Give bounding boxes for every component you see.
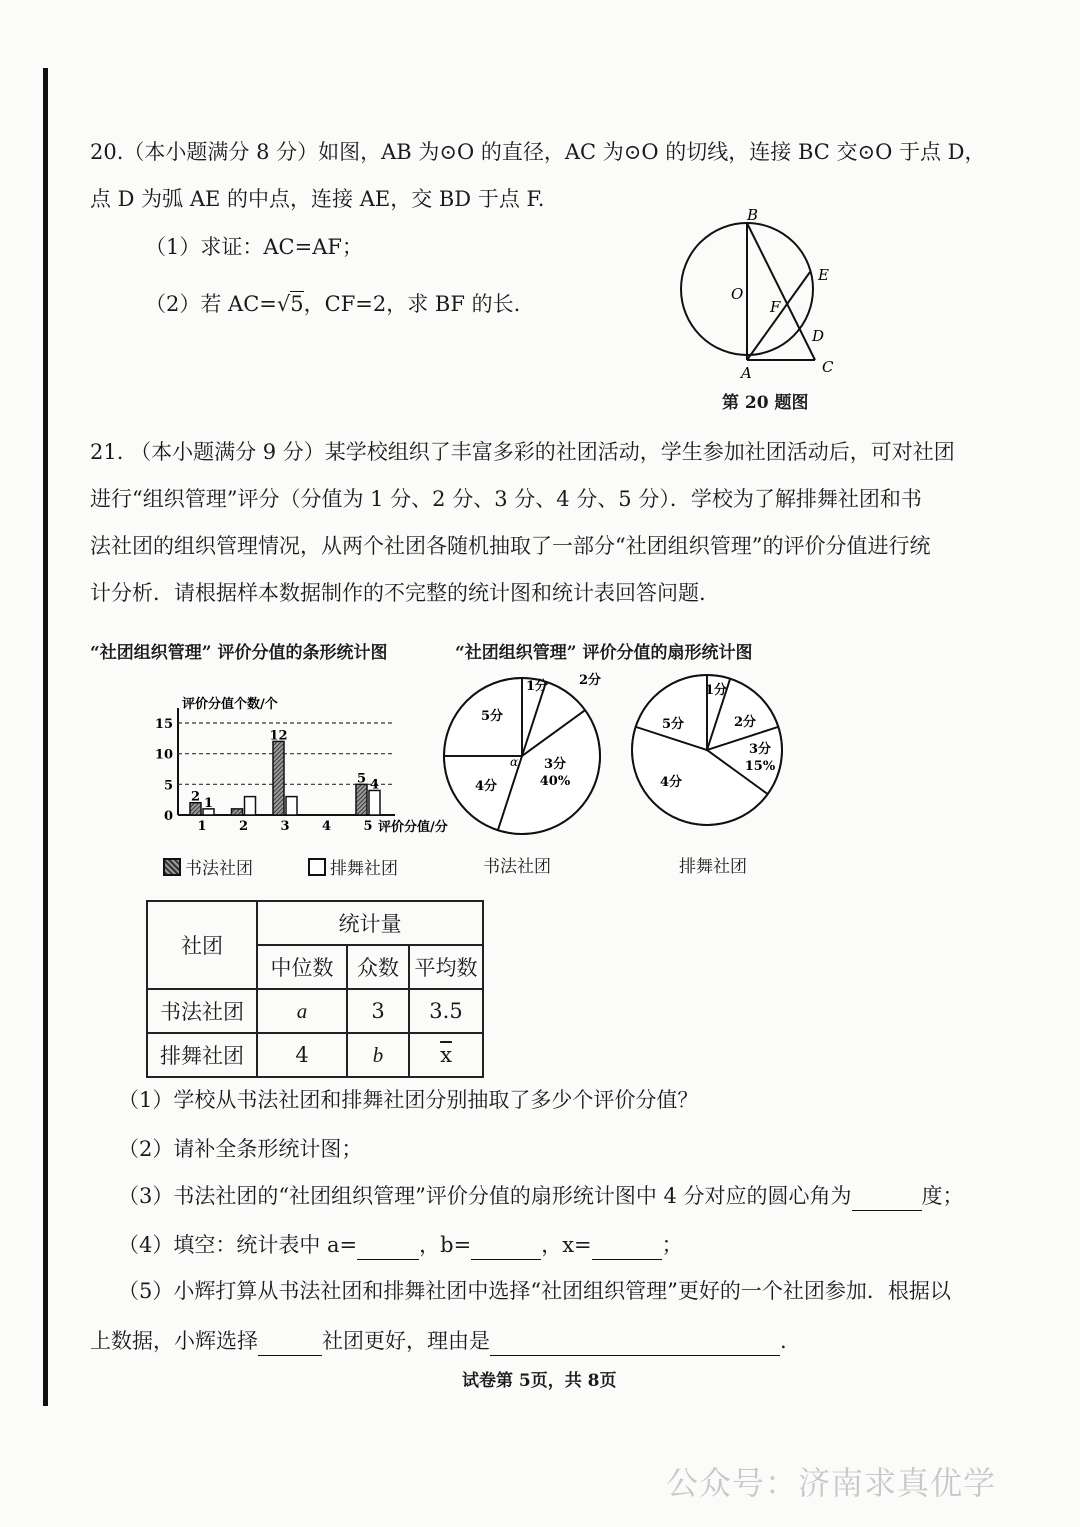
label-d: D [812, 327, 825, 345]
pie-slice-label: 1分 [525, 679, 549, 694]
pie-chart-dance [628, 668, 788, 836]
label-f: F [770, 298, 781, 316]
q21-sub3-text: （3）书法社团的“社团组织管理”评价分值的扇形统计图中 4 分对应的圆心角为 [118, 1184, 852, 1208]
bar-data-label: 5 [356, 771, 367, 787]
cell-median: 4 [257, 1033, 347, 1077]
pie-slice-label: 2分 [733, 715, 757, 730]
answer-blank-club[interactable] [258, 1333, 322, 1356]
row-club: 排舞社团 [147, 1033, 257, 1077]
col-mode: 众数 [347, 945, 409, 989]
pie-slice-label: 3分 [748, 742, 772, 757]
pie1-caption: 书法社团 [483, 857, 551, 877]
legend-label-calligraphy: 书法社团 [185, 859, 253, 879]
cell-mode: 3 [347, 989, 409, 1033]
legend-swatch-calligraphy [163, 858, 181, 876]
legend-swatch-dance [308, 858, 326, 876]
header-stats: 统计量 [257, 901, 483, 945]
q21-sub1: （1）学校从书法社团和排舞社团分别抽取了多少个评价分值？ [118, 1088, 699, 1112]
pie-slice-label: 4分 [474, 779, 498, 794]
cell-mean: $\overline{x}$ [409, 1033, 483, 1077]
label-b: B [747, 206, 759, 224]
bar-calligraphy [273, 741, 284, 815]
pie-slice-label: 3分 [543, 757, 567, 772]
pie-slice-label: 5分 [480, 709, 504, 724]
pie-slice-label: 1分 [704, 683, 728, 698]
q20-figure [670, 200, 850, 390]
q21-sub2: （2）请补全条形统计图； [118, 1137, 363, 1161]
bar-y-tick: 10 [154, 747, 173, 763]
bar-data-label: 12 [269, 728, 288, 744]
legend-calligraphy [163, 854, 253, 879]
q20-figure-caption: 第 20 题图 [722, 393, 809, 413]
cell-mode: b [347, 1033, 409, 1077]
q20-sub2-suffix: ，CF=2，求 BF 的长. [303, 292, 521, 316]
bar-dance [286, 797, 297, 815]
cell-mean: 3.5 [409, 989, 483, 1033]
q21-sub3-unit: 度； [921, 1184, 964, 1208]
q21-line1: 21. （本小题满分 9 分）某学校组织了丰富多彩的社团活动，学生参加社团活动后，可对社团 [90, 440, 955, 464]
bar-x-tick: 5 [363, 819, 373, 834]
bar-x-tick: 3 [280, 819, 290, 834]
q21-sub4 [118, 1230, 683, 1260]
q21-sub4-a: （4）填空：统计表中 a= [118, 1233, 358, 1257]
q21-sub5-a: 上数据，小辉选择 [90, 1329, 258, 1353]
sqrt-symbol: √ [276, 292, 291, 316]
bar-y-tick: 5 [163, 778, 173, 794]
answer-blank-angle[interactable] [852, 1188, 922, 1211]
bar-chart-title: “社团组织管理” 评价分值的条形统计图 [90, 643, 388, 663]
q21-sub4-d: ； [661, 1233, 683, 1257]
q20-line2: 点 D 为弧 AE 的中点，连接 AE，交 BD 于点 F. [90, 187, 545, 211]
pie-slice-label: 2分 [578, 673, 602, 688]
bar-x-tick: 1 [197, 819, 207, 834]
label-a: A [741, 364, 752, 382]
pie-slice-label: 5分 [661, 717, 685, 732]
cell-median: a [257, 989, 347, 1033]
bar-data-label: 2 [190, 789, 201, 805]
pie-chart-title: “社团组织管理” 评价分值的扇形统计图 [455, 643, 753, 663]
bar-data-label: 1 [203, 795, 214, 811]
bar-chart [150, 690, 460, 840]
watermark: 公众号：济南求真优学 [666, 1464, 997, 1502]
answer-blank-b[interactable] [471, 1237, 541, 1260]
pie-slice-percent: 40% [539, 774, 571, 789]
q20-sub2 [145, 289, 520, 319]
bar-calligraphy [356, 784, 367, 815]
bar-xlabel: 评价分值/分 [378, 820, 448, 835]
legend-dance [308, 854, 398, 879]
label-o: O [731, 285, 744, 303]
q21-sub5-b: 社团更好，理由是 [322, 1329, 490, 1353]
label-e: E [818, 266, 829, 284]
bar-dance [369, 790, 380, 815]
q21-sub4-b: ，b= [419, 1233, 472, 1257]
bar-data-label: 4 [369, 777, 380, 793]
bar-y-tick: 15 [154, 717, 173, 732]
legend-label-dance: 排舞社团 [330, 859, 398, 879]
page-footer: 试卷第 5页，共 8页 [462, 1371, 617, 1391]
header-club: 社团 [147, 901, 257, 989]
row-club: 书法社团 [147, 989, 257, 1033]
bar-dance [245, 797, 256, 815]
q21-sub5-c: . [780, 1329, 787, 1353]
binding-line [43, 68, 48, 1406]
q20-sub1: （1）求证：AC=AF； [145, 235, 363, 259]
col-median: 中位数 [257, 945, 347, 989]
q21-line3: 法社团的组织管理情况，从两个社团各随机抽取了一部分“社团组织管理”的评价分值进行统 [90, 534, 931, 558]
statistics-table [146, 900, 484, 1078]
answer-blank-mean[interactable] [592, 1237, 662, 1260]
line-bc [747, 223, 815, 360]
q20-sub2-root: 5 [290, 292, 304, 316]
q21-line4: 计分析．请根据样本数据制作的不完整的统计图和统计表回答问题. [90, 581, 706, 605]
pie-chart-calligraphy [440, 668, 610, 840]
label-c: C [822, 358, 834, 376]
pie-slice-label: 4分 [659, 775, 683, 790]
bar-y-tick: 0 [163, 809, 173, 824]
q20-line1: 20.（本小题满分 8 分）如图，AB 为⊙O 的直径，AC 为⊙O 的切线，连接 BC 交⊙O 于点 D， [90, 140, 986, 164]
answer-blank-a[interactable] [357, 1237, 419, 1260]
bar-x-tick: 4 [321, 819, 332, 834]
bar-x-tick: 2 [238, 819, 249, 834]
pie-center-mark: α [510, 755, 519, 769]
pie2-caption: 排舞社团 [679, 857, 747, 877]
bar-calligraphy [232, 809, 243, 815]
bar-ylabel: 评价分值个数/个 [182, 697, 278, 712]
pie-slice-percent: 15% [744, 759, 776, 774]
answer-blank-reason[interactable] [490, 1333, 780, 1356]
q21-sub4-c: ，x= [541, 1233, 592, 1257]
col-mean: 平均数 [409, 945, 483, 989]
q21-sub5-line1: （5）小辉打算从书法社团和排舞社团中选择“社团组织管理”更好的一个社团参加．根据以 [118, 1279, 951, 1303]
q21-sub5-line2 [90, 1326, 787, 1356]
q21-sub3 [118, 1181, 964, 1211]
q21-line2: 进行“组织管理”评分（分值为 1 分、2 分、3 分、4 分、5 分）．学校为了解排舞社团和书 [90, 487, 922, 511]
q20-sub2-prefix: （2）若 AC= [145, 292, 277, 316]
